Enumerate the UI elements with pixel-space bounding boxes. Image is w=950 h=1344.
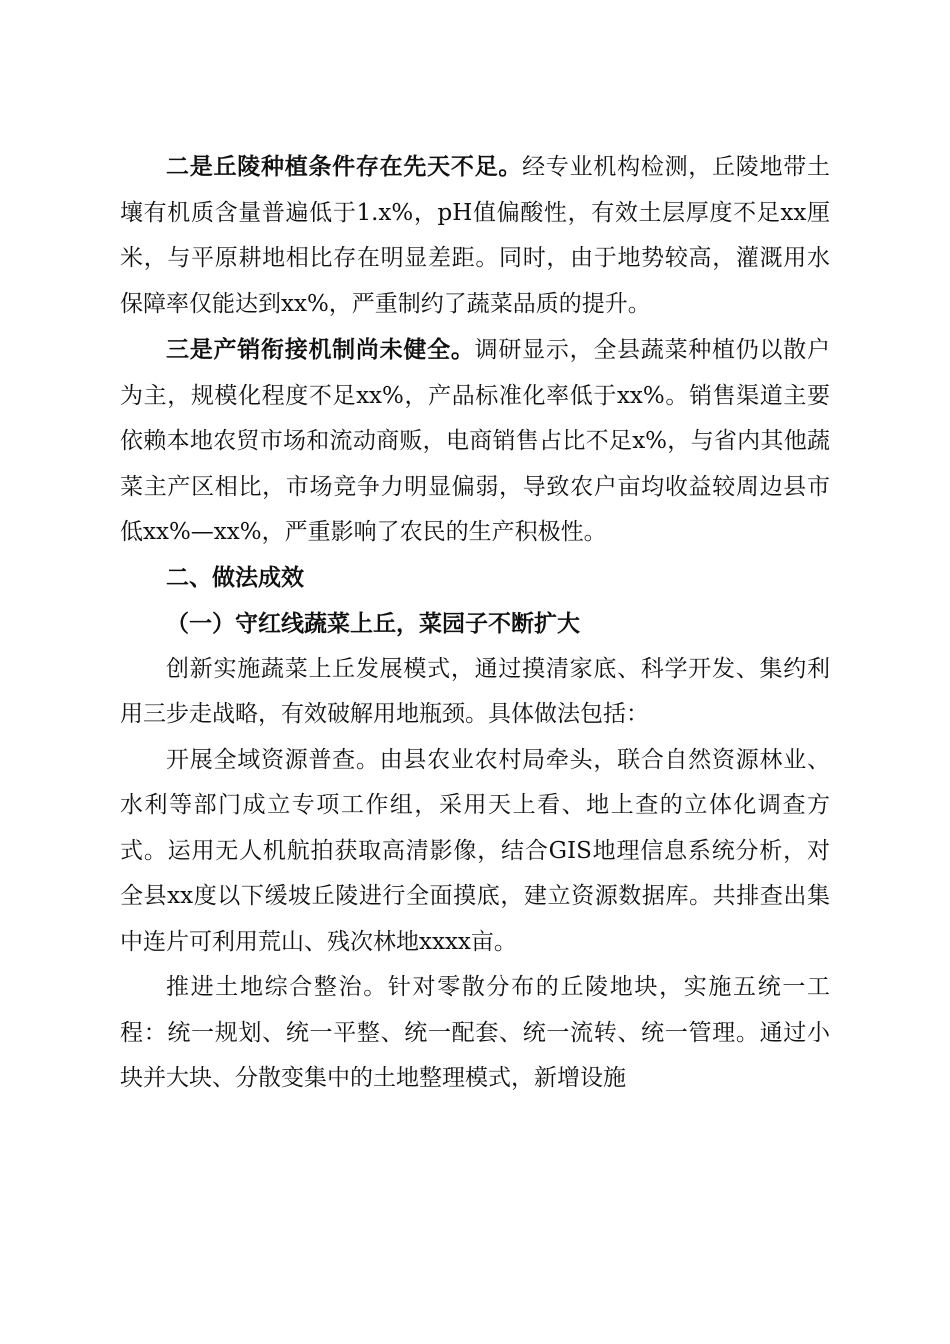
document-body bbox=[120, 144, 830, 1102]
paragraph-body: 经专业机构检测，丘陵地带土壤有机质含量普遍低于1.x%，pH值偏酸性，有效土层厚度不足xx厘米，与平原耕地相比存在明显差距。同时，由于地势较高，灌溉用水保障率仅能达到xx%，严重制约了蔬菜品质的提升。 bbox=[120, 154, 831, 317]
paragraph-sales-mechanism bbox=[120, 327, 830, 556]
paragraph-soil-conditions bbox=[120, 144, 830, 327]
paragraph-lead: 三是产销衔接机制尚未健全。 bbox=[166, 336, 475, 363]
section-heading: 二、做法成效 bbox=[166, 564, 304, 591]
paragraph-lead: 二是丘陵种植条件存在先天不足。 bbox=[166, 153, 523, 180]
paragraph-resource-survey: 开展全域资源普查。由县农业农村局牵头，联合自然资源林业、水利等部门成立专项工作组，采用天上看、地上查的立体化调查方式。运用无人机航拍获取高清影像，结合GIS地理信息系统分析，对全县xx度以下缓坡丘陵进行全面摸底，建立资源数据库。共排查出集中连片可利用荒山、残次林地xxxx亩。 bbox=[120, 746, 830, 955]
subsection-heading: （一）守红线蔬菜上丘，菜园子不断扩大 bbox=[166, 610, 580, 637]
paragraph-land-consolidation: 推进土地综合整治。针对零散分布的丘陵地块，实施五统一工程：统一规划、统一平整、统一配套、统一流转、统一管理。通过小块并大块、分散变集中的土地整理模式，新增设施 bbox=[120, 974, 830, 1091]
paragraph-innovation: 创新实施蔬菜上丘发展模式，通过摸清家底、科学开发、集约利用三步走战略，有效破解用地瓶颈。具体做法包括： bbox=[120, 655, 830, 727]
paragraph-body: 调研显示，全县蔬菜种植仍以散户为主，规模化程度不足xx%，产品标准化率低于xx%。销售渠道主要依赖本地农贸市场和流动商贩，电商销售占比不足x%，与省内其他蔬菜主产区相比，市场竞争力明显偏弱，导致农户亩均收益较周边县市低xx%—xx%，严重影响了农民的生产积极性。 bbox=[120, 337, 831, 545]
